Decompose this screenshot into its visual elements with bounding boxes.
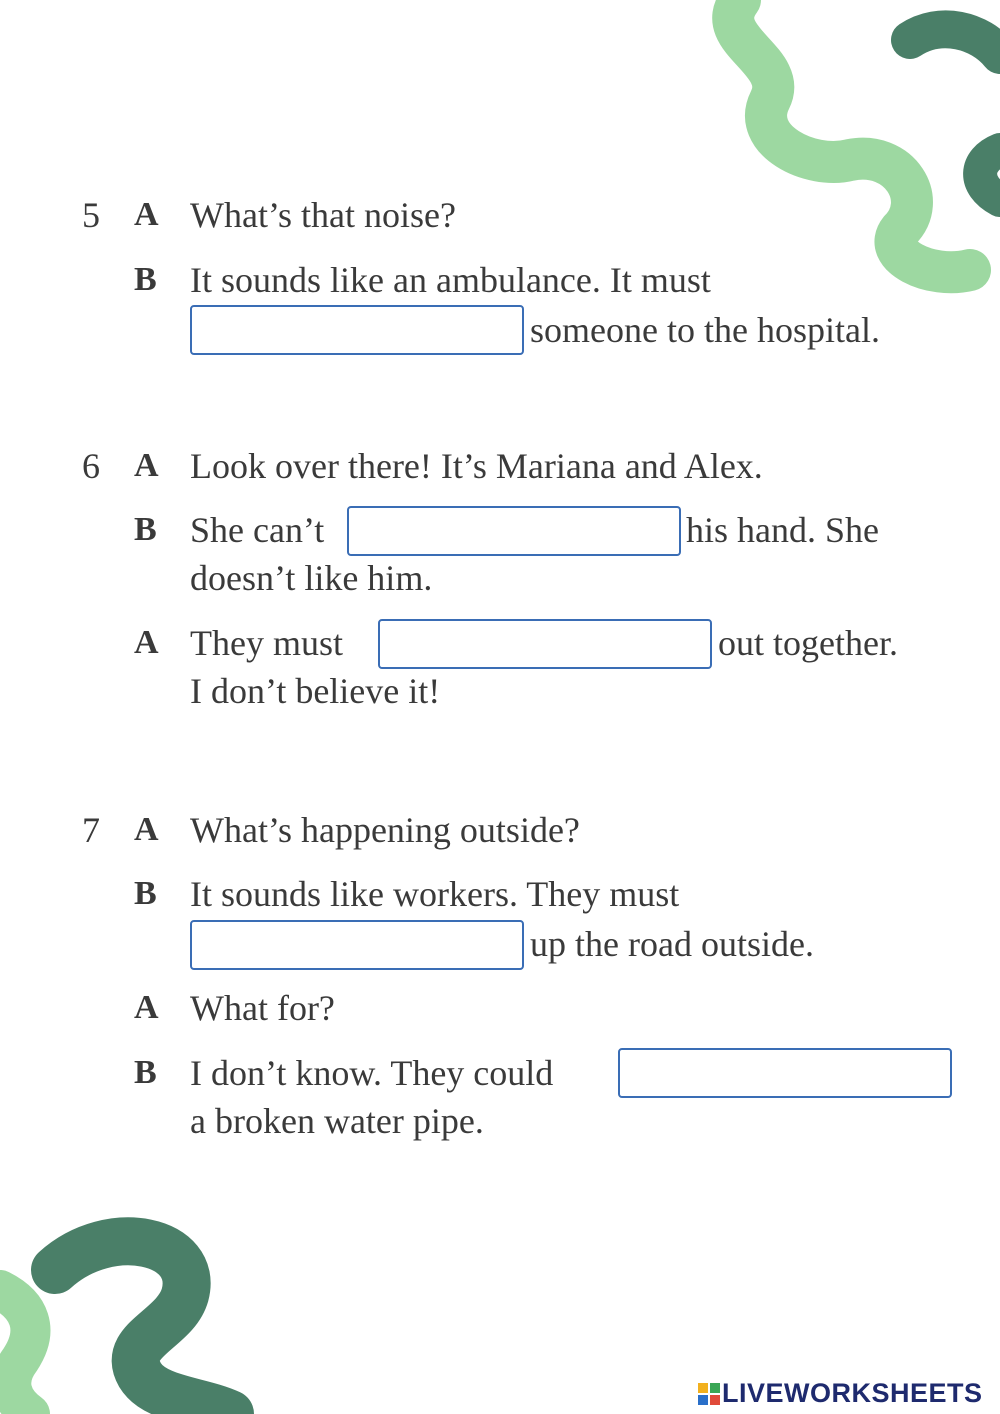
item-number: 6 <box>82 446 100 486</box>
item-number: 7 <box>82 810 100 850</box>
speaker-label: B <box>134 511 157 548</box>
answer-blank-3[interactable] <box>378 619 712 669</box>
decorative-squiggle-bottom-left <box>0 1210 320 1414</box>
dialogue-text: They must <box>190 623 343 663</box>
speaker-label: A <box>134 624 159 661</box>
answer-blank-4[interactable] <box>190 920 524 970</box>
speaker-label: B <box>134 261 157 298</box>
dialogue-text: someone to the hospital. <box>530 310 880 350</box>
brand-name: LIVEWORKSHEETS <box>722 1378 983 1408</box>
dialogue-text: his hand. She <box>686 510 879 550</box>
dialogue-text: up the road outside. <box>530 924 814 964</box>
dialogue-text: What’s that noise? <box>190 195 456 235</box>
decorative-squiggle-top-right <box>700 0 1000 300</box>
dialogue-text: I don’t believe it! <box>190 671 441 711</box>
answer-blank-2[interactable] <box>347 506 681 556</box>
dialogue-text: It sounds like workers. They must <box>190 874 680 914</box>
speaker-label: A <box>134 196 159 233</box>
speaker-label: A <box>134 447 159 484</box>
speaker-label: B <box>134 1054 157 1091</box>
liveworksheets-logo-icon <box>698 1383 720 1405</box>
dialogue-text: out together. <box>718 623 898 663</box>
speaker-label: A <box>134 811 159 848</box>
dialogue-text: I don’t know. They could <box>190 1053 554 1093</box>
dialogue-text: What’s happening outside? <box>190 810 580 850</box>
dialogue-text: Look over there! It’s Mariana and Alex. <box>190 446 763 486</box>
answer-blank-5[interactable] <box>618 1048 952 1098</box>
liveworksheets-brand[interactable] <box>698 1378 983 1409</box>
dialogue-text: doesn’t like him. <box>190 558 433 598</box>
speaker-label: A <box>134 989 159 1026</box>
speaker-label: B <box>134 875 157 912</box>
dialogue-text: What for? <box>190 988 335 1028</box>
item-number: 5 <box>82 195 100 235</box>
answer-blank-1[interactable] <box>190 305 524 355</box>
dialogue-text: a broken water pipe. <box>190 1101 484 1141</box>
dialogue-text: She can’t <box>190 510 325 550</box>
dialogue-text: It sounds like an ambulance. It must <box>190 260 711 300</box>
